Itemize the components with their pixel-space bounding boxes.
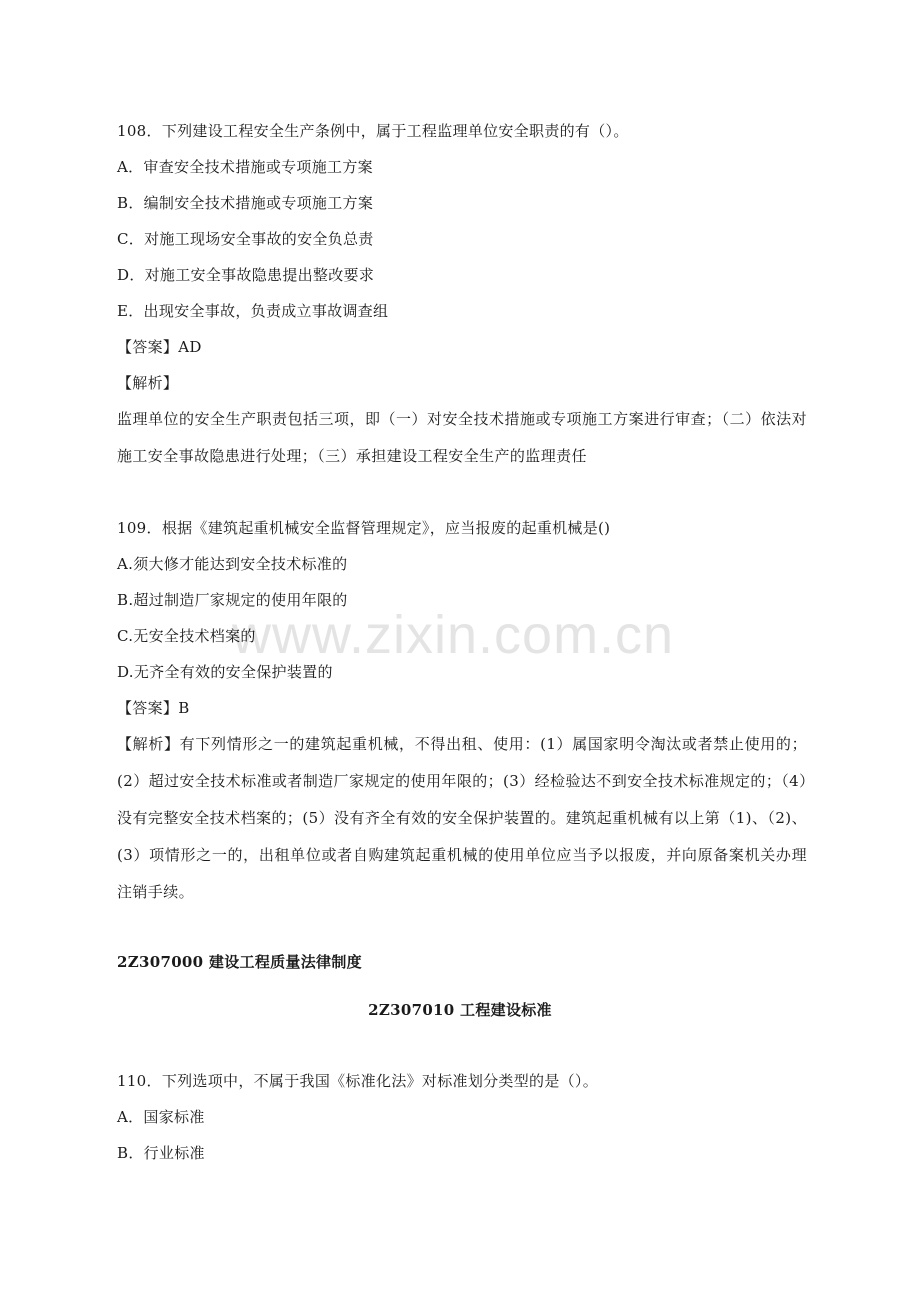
question-108-analysis-label: 【解析】	[117, 374, 179, 392]
subsection-heading: 2Z307010 工程建设标准	[368, 1001, 552, 1019]
question-110-stem: 110．下列选项中，不属于我国《标准化法》对标准划分类型的是（）。	[117, 1072, 599, 1090]
question-108-answer: 【答案】AD	[117, 338, 202, 356]
question-108-option-b: B．编制安全技术措施或专项施工方案	[117, 194, 374, 212]
question-109-option-a: A.须大修才能达到安全技术标准的	[117, 555, 348, 573]
question-108-option-a: A．审查安全技术措施或专项施工方案	[117, 158, 373, 176]
question-109-option-d: D.无齐全有效的安全保护装置的	[117, 663, 333, 681]
question-109-answer: 【答案】B	[117, 699, 190, 717]
question-108-option-e: E．出现安全事故，负责成立事故调查组	[117, 302, 389, 320]
chapter-heading: 2Z307000 建设工程质量法律制度	[117, 953, 362, 971]
question-110-option-b: B．行业标准	[117, 1144, 205, 1162]
question-109-analysis: 【解析】有下列情形之一的建筑起重机械，不得出租、使用：(1）属国家明令淘汰或者禁止使用的；(2）超过安全技术标准或者制造厂家规定的使用年限的；(3）经检验达不到安全技术标准规定的；（4）没有完整安全技术档案的；(5）没有齐全有效的安全保护装置的。建筑起重机械有以上第（1)、（2)、(3）项情形之一的，出租单位或者自购建筑起重机械的使用单位应当予以报废，并向原备案机关办理注销手续。	[117, 735, 807, 901]
question-109-option-b: B.超过制造厂家规定的使用年限的	[117, 591, 348, 609]
question-109-stem: 109．根据《建筑起重机械安全监督管理规定》，应当报废的起重机械是()	[117, 519, 611, 537]
question-108-stem: 108．下列建设工程安全生产条例中，属于工程监理单位安全职责的有（）。	[117, 122, 629, 140]
watermark-text: www.zixin.com.cn	[232, 605, 675, 665]
question-109-option-c: C.无安全技术档案的	[117, 627, 256, 645]
question-108-analysis: 监理单位的安全生产职责包括三项，即（一）对安全技术措施或专项施工方案进行审查；（二）依法对施工安全事故隐患进行处理；（三）承担建设工程安全生产的监理责任	[117, 410, 807, 465]
question-110-option-a: A．国家标准	[117, 1108, 205, 1126]
question-108-option-c: C．对施工现场安全事故的安全负总责	[117, 230, 374, 248]
question-108-option-d: D．对施工安全事故隐患提出整改要求	[117, 266, 375, 284]
